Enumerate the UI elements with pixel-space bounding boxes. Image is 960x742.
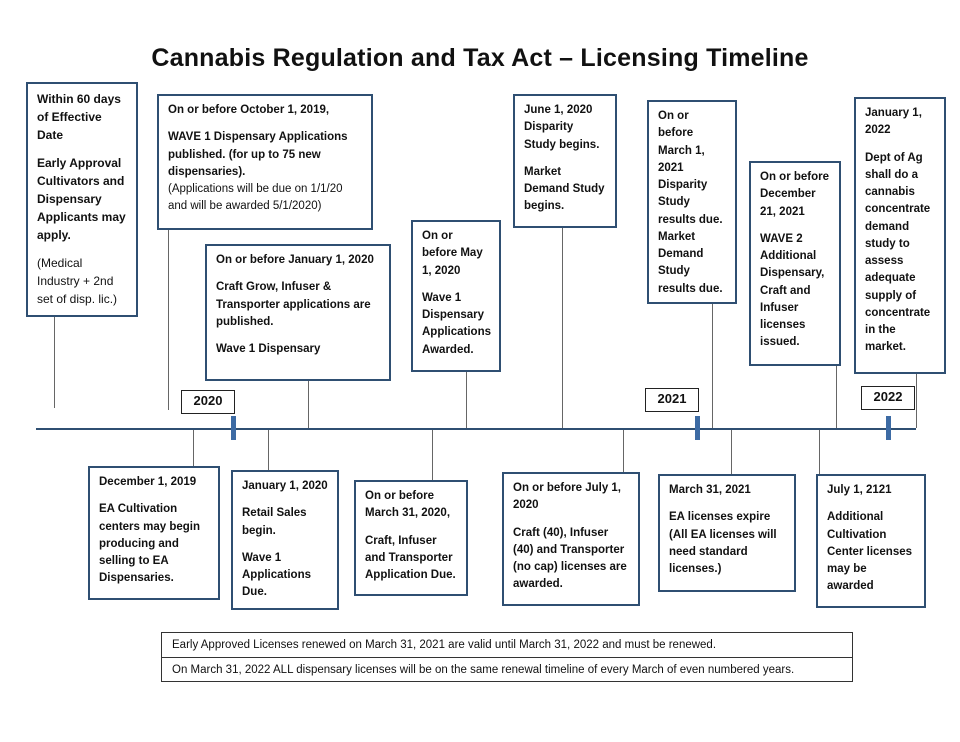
page-title: Cannabis Regulation and Tax Act – Licensing Timeline <box>151 44 809 72</box>
event-box-dec-2021 <box>749 161 841 366</box>
event-box-oct-2019 <box>157 94 373 230</box>
connector-line <box>193 430 194 466</box>
connector-line <box>819 430 820 474</box>
event-box-mar-2021-top <box>647 100 737 304</box>
event-body: Wave 1 Applications Due. <box>242 551 312 599</box>
event-box-mar-2020 <box>354 480 468 596</box>
event-heading: January 1, 2020 <box>242 480 328 492</box>
event-body: WAVE 1 Dispensary Applications published. (for up to 75 new dispensaries). <box>168 131 348 178</box>
event-heading: December 1, 2019 <box>99 476 197 488</box>
connector-line <box>168 230 169 410</box>
connector-line <box>712 304 713 428</box>
event-heading: On or before January 1, 2020 <box>216 254 374 266</box>
connector-line <box>836 366 837 428</box>
footer-note-1: Early Approved Licenses renewed on March 31, 2021 are valid until March 31, 2022 and must be renewed. <box>172 639 717 651</box>
event-body: Craft Grow, Infuser & Transporter applications are published. <box>216 281 371 328</box>
year-label-2021: 2021 <box>645 388 699 412</box>
event-heading: On or before July 1, 2020 <box>513 482 621 512</box>
event-heading: January 1, 2022 <box>865 107 922 137</box>
event-body: EA Cultivation centers may begin producing and selling to EA Dispensaries. <box>99 503 200 585</box>
event-box-jan-2020-top <box>205 244 391 381</box>
event-box-effective-date <box>26 82 138 317</box>
year-label-2020: 2020 <box>181 390 235 414</box>
year-label-2022: 2022 <box>861 386 915 410</box>
event-body: Dept of Ag shall do a cannabis concentrate demand study to assess adequate supply of concentrate in the market. <box>865 151 931 354</box>
connector-line <box>562 228 563 428</box>
event-note: (Applications will be due on 1/1/20 and will be awarded 5/1/2020) <box>168 183 343 213</box>
event-body: Early Approval Cultivators and Dispensary Applicants may apply. <box>37 156 126 242</box>
event-heading: March 31, 2021 <box>669 484 751 496</box>
event-body: EA licenses expire (All EA licenses will need standard licenses.) <box>669 511 777 575</box>
event-box-jul-2020 <box>502 472 640 606</box>
event-body: Craft, Infuser and Transporter Application Due. <box>365 534 456 581</box>
event-box-jun-2020 <box>513 94 617 228</box>
year-tick-2022 <box>886 416 891 440</box>
connector-line <box>432 430 433 480</box>
connector-line <box>466 372 467 428</box>
event-box-mar-2021-bottom <box>658 474 796 592</box>
connector-line <box>731 430 732 474</box>
event-body: Additional Cultivation Center licenses may be awarded <box>827 511 913 593</box>
year-tick-2021 <box>695 416 700 440</box>
connector-line <box>308 380 309 428</box>
event-box-jul-2121 <box>816 474 926 608</box>
timeline-axis <box>36 428 916 430</box>
connector-line <box>268 430 269 470</box>
connector-line <box>916 374 917 428</box>
event-heading: On or before May 1, 2020 <box>422 230 483 277</box>
event-body: WAVE 2 Additional Dispensary, Craft and Infuser licenses issued. <box>760 232 825 349</box>
connector-line <box>54 316 55 408</box>
event-note: (Medical Industry + 2nd set of disp. lic.) <box>37 256 118 306</box>
connector-line <box>623 430 624 472</box>
event-heading: On or before March 1, 2021 Disparity Study results due. Market Demand Study results due. <box>658 110 723 295</box>
event-box-jan-2022 <box>854 97 946 374</box>
event-heading: On or before December 21, 2021 <box>760 171 830 218</box>
event-box-may-2020 <box>411 220 501 372</box>
footer-notes <box>161 632 853 682</box>
footer-note-2: On March 31, 2022 ALL dispensary licenses will be on the same renewal timeline of every March of even numbered years. <box>162 657 852 682</box>
event-heading: On or before October 1, 2019, <box>168 104 330 116</box>
event-body: Wave 1 Dispensary <box>216 343 321 355</box>
event-heading: Within 60 days of Effective Date <box>37 92 121 142</box>
event-heading: July 1, 2121 <box>827 484 892 496</box>
event-body: Retail Sales begin. <box>242 507 307 537</box>
event-body: Craft (40), Infuser (40) and Transporter (no cap) licenses are awarded. <box>513 526 627 591</box>
event-heading: On or before March 31, 2020, <box>365 490 451 520</box>
event-body: Market Demand Study begins. <box>524 165 605 213</box>
event-box-jan-2020-bottom <box>231 470 339 610</box>
event-box-dec-2019 <box>88 466 220 600</box>
year-tick-2020 <box>231 416 236 440</box>
event-body: Wave 1 Dispensary Applications Awarded. <box>422 291 492 356</box>
event-heading: June 1, 2020 Disparity Study begins. <box>524 104 600 151</box>
